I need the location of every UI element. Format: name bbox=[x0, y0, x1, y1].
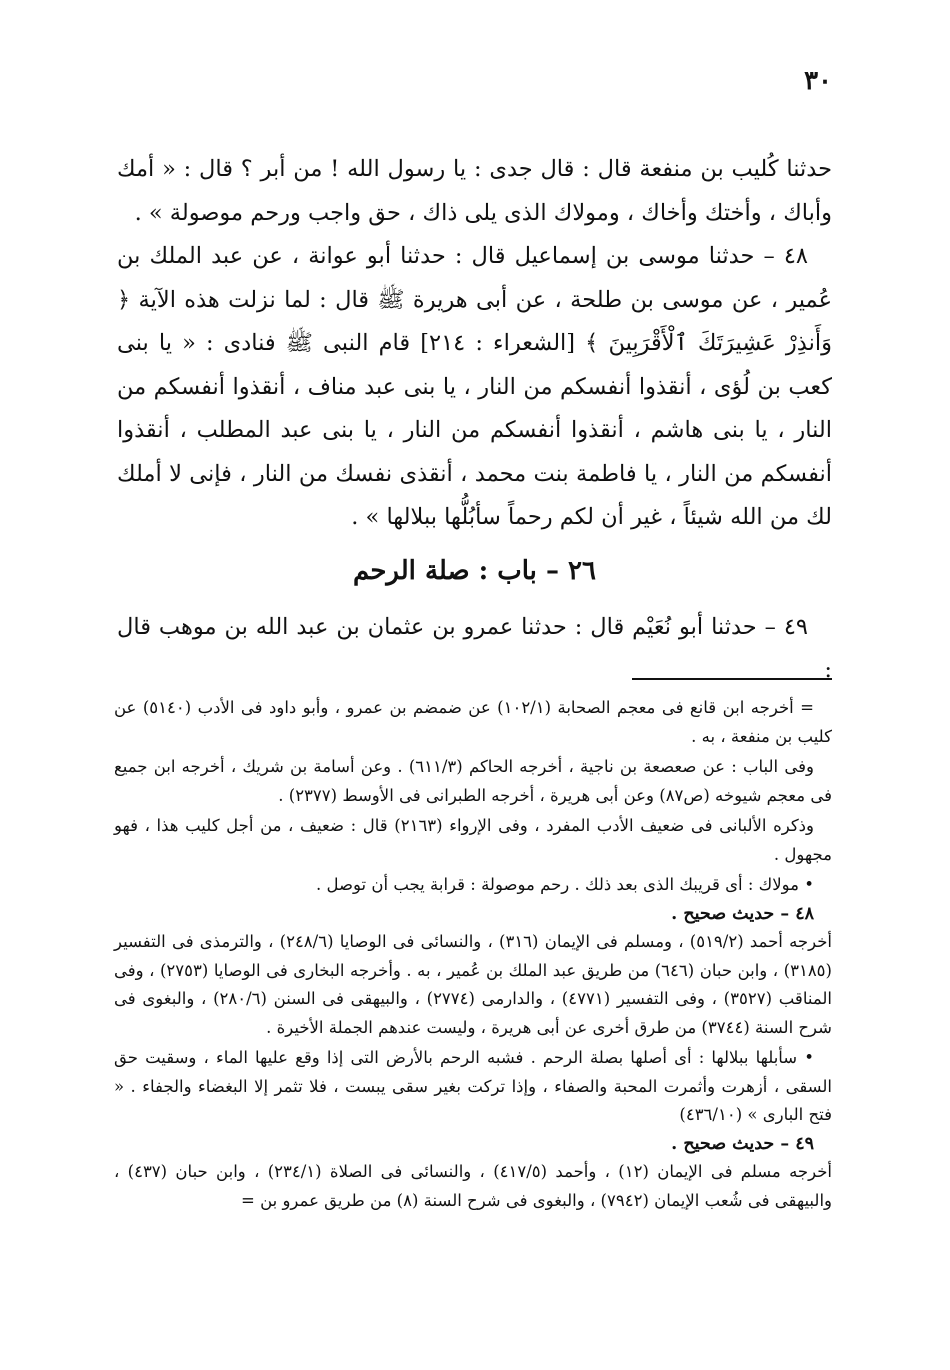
footnote-gloss-mawlak: • مولاك : أى قريبك الذى بعد ذلك . رحم موصولة : قرابة يجب أن توصل . bbox=[316, 875, 814, 894]
footnote-heading-49: ٤٩ – حديث صحيح . bbox=[671, 1133, 814, 1154]
footnote-takhrij-49: أخرجه مسلم فى الإيمان (١٢) ، وأحمد (٤١٧/٥) ، والنسائى فى الصلاة (٢٣٤/١) ، وابن حبان (٤٣٧) ، والبيهقى فى شُعب الإيمان (٧٩٤٢) ، والبغوى فى شرح السنة (٨) من طريق عمرو بن = bbox=[114, 1162, 833, 1210]
footnote-gloss-bilal: • سأبلها ببلالها : أى أصلها بصلة الرحم . فشبه الرحم بالأرض التى إذا وقع عليها الماء ، وسقيت حق السقى ، أزهرت وأثمرت المحبة والصفاء ، وإذا تركت بغير سقى يبست ، فلا تثمر إلا البغضاء والجفاء . « فتح البارى » (٤٣٦/١٠) bbox=[114, 1048, 832, 1124]
footnote-see-also: وفى الباب : عن صعصعة بن ناجية ، أخرجه الحاكم (٦١١/٣) . وعن أسامة بن شريك ، أخرجه ابن جميع فى معجم شيوخه (ص٨٧) وعن أبى هريرة ، أخرجه الطبرانى فى الأوسط (٢٣٧٧) . bbox=[114, 757, 832, 805]
footnote-continuation: = أخرجه ابن قانع فى معجم الصحابة (١٠٢/١) عن ضمضم بن عمرو ، وأبو داود فى الأدب (٥١٤٠) عن كليب بن منفعة ، به . bbox=[114, 698, 832, 746]
chapter-heading: ٢٦ – باب : صلة الرحم bbox=[353, 555, 596, 586]
hadith-48-paragraph: ٤٨ – حدثنا موسى بن إسماعيل قال : حدثنا أبو عوانة ، عن عبد الملك بن عُمير ، عن موسى بن طلحة ، عن أبى هريرة ﷺ قال : لما نزلت هذه الآية ﴿ وَأَنذِرْ عَشِيرَتَكَ ٱلْأَقْرَبِينَ ﴾ [الشعراء : ٢١٤] قام النبى ﷺ فنادى : « يا بنى كعب بن لُؤى ، أنقذوا أنفسكم من النار ، يا بنى عبد مناف ، أنقذوا أنفسكم من النار ، يا بنى هاشم ، أنقذوا أنفسكم من النار ، يا بنى عبد المطلب ، أنقذوا أنفسكم من النار ، يا فاطمة بنت محمد ، أنقذى نفسك من النار ، فإنى لا أملك لك من الله شيئاً ، غير أن لكم رحماً سأبُلُّها ببلالها » . bbox=[117, 243, 832, 530]
main-text bbox=[117, 148, 832, 693]
main-paragraph-1: حدثنا كُليب بن منفعة قال : قال جدى : يا رسول الله ! من أبر ؟ قال : « أمك وأباك ، وأختك وأخاك ، ومولاك الذى يلى ذاك ، حق واجب ورحم موصولة » . bbox=[117, 156, 832, 226]
footnotes bbox=[114, 694, 832, 1215]
footnote-heading-48: ٤٨ – حديث صحيح . bbox=[671, 903, 814, 924]
footnote-albani: وذكره الألبانى فى ضعيف الأدب المفرد ، وفى الإرواء (٢١٦٣) قال : ضعيف ، من أجل كليب هذا ، فهو مجهول . bbox=[114, 816, 832, 864]
footnote-divider bbox=[632, 678, 832, 680]
hadith-49-paragraph: ٤٩ – حدثنا أبو نُعَيْم قال : حدثنا عمرو بن عثمان بن عبد الله بن موهب قال : bbox=[117, 613, 832, 683]
page-number: ٣٠ bbox=[804, 66, 832, 96]
footnote-takhrij-48: أخرجه أحمد (٥١٩/٢) ، ومسلم فى الإيمان (٣١٦) ، والنسائى فى الوصايا (٢٤٨/٦) ، والترمذى فى التفسير (٣١٨٥) ، وابن حبان (٦٤٦) من طريق عبد الملك بن عُمير ، به . وأخرجه البخارى فى الوصايا (٢٧٥٣) ، وفى المناقب (٣٥٢٧) ، وفى التفسير (٤٧٧١) ، والدارمى (٢٧٧٤) ، والبيهقى فى السنن (٢٨٠/٦) ، والبغوى فى شرح السنة (٣٧٤٤) من طرق أخرى عن أبى هريرة ، وليست عندهم الجملة الأخيرة . bbox=[114, 932, 832, 1037]
